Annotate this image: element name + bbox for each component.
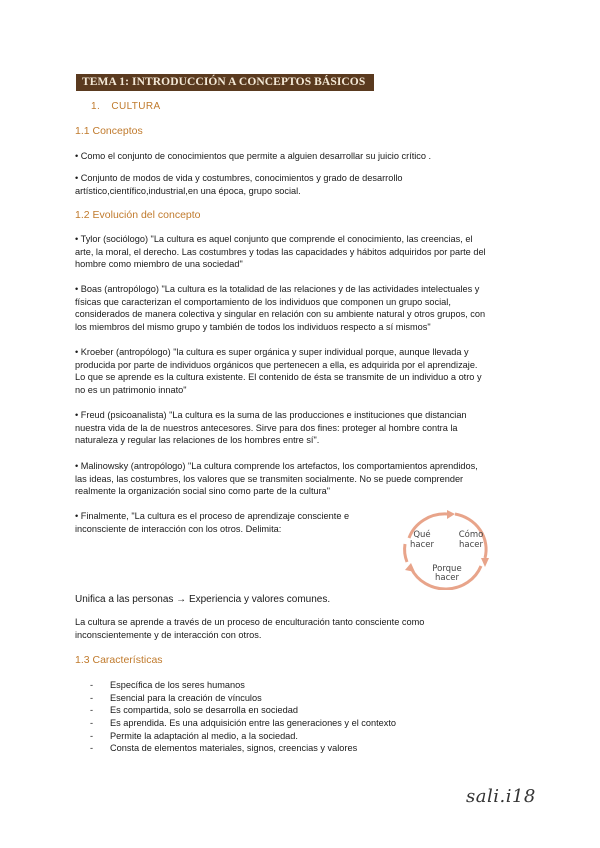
text-line: hombre como miembro de una sociedad" (75, 259, 243, 270)
concepto-2 (75, 172, 535, 197)
label-como-hacer: hacer (459, 540, 483, 550)
paragraph-kroeber (75, 346, 545, 397)
list-dash: - (90, 718, 94, 729)
section-title: CULTURA (111, 101, 161, 112)
text-line: no es un patrimonio innato" (75, 385, 187, 396)
text-line: físicas que caracterizan el comportamiento de los individuos que componen un grupo social, (75, 296, 451, 307)
text-line: producida por parte de individuos orgánicos que pertenecen a ella, es adquirida por el aprendizaje. (75, 359, 478, 370)
page-title: TEMA 1: INTRODUCCIÓN A CONCEPTOS BÁSICOS (76, 74, 374, 91)
cycle-arrowhead (447, 510, 455, 519)
text-line: Lo que se aprende es la cultura existente. El contenido de ésta se transmite de un individuo a otro y (75, 372, 482, 383)
text-line: • Finalmente, "La cultura es el proceso de aprendizaje consciente e (75, 511, 350, 521)
paragraph-tylor (75, 233, 545, 271)
cycle-arrowhead (481, 558, 489, 567)
list-dash: - (90, 680, 94, 690)
list-item-text: Consta de elementos materiales, signos, creencias y valores (110, 743, 358, 754)
concepto-1-line: • Como el conjunto de conocimientos que permite a alguien desarrollar su juicio crítico . (75, 151, 432, 161)
list-item (90, 679, 396, 692)
text-line: las ideas, las costumbres, los valores que se transmiten socialmente. No se puede comprender (75, 473, 464, 484)
text-line: La cultura se aprende a través de un proceso de enculturación tanto consciente como (75, 617, 425, 627)
list-item-text: Específica de los seres humanos (110, 680, 245, 690)
label-porque-hacer: hacer (435, 573, 459, 583)
heading-conceptos: 1.1 Conceptos (75, 125, 143, 137)
list-item (90, 704, 396, 717)
text-line: realmente la organización social sino como parte de la cultura" (75, 486, 331, 497)
text-line: considerados de manera colectiva y singular en relación con su ambiente natural y otros grupos, con (75, 309, 486, 320)
text-line: arte, la moral, el derecho. Las costumbres y todas las capacidades y hábitos adquiridos por parte del (75, 246, 486, 257)
label-que-hacer: hacer (410, 540, 434, 550)
label-porque-hacer: Porque (432, 564, 462, 574)
list-item-text: Es compartida, solo se desarrolla en sociedad (110, 705, 298, 716)
concepto-1 (75, 150, 535, 163)
heading-evolucion: 1.2 Evolución del concepto (75, 209, 201, 221)
unifica-line: Unifica a las personas → Experiencia y valores comunes. (75, 594, 331, 605)
paragraph-enculturacion (75, 616, 545, 641)
signature: sali.i18 (466, 786, 536, 807)
text-line: • Freud (psicoanalista) "La cultura es la suma de las producciones e instituciones que distancian (75, 410, 467, 420)
text-line: • Malinowsky (antropólogo) "La cultura comprende los artefactos, los comportamientos aprendidos, (75, 461, 478, 471)
text-line: • Kroeber (antropólogo) "la cultura es super orgánica y super individual porque, aunque llevada y (75, 347, 469, 357)
list-dash: - (90, 692, 94, 703)
section-number: 1. (91, 101, 101, 112)
list-dash: - (90, 743, 94, 754)
label-que-hacer: Qué (413, 530, 431, 540)
list-item-text: Permite la adaptación al medio, a la sociedad. (110, 730, 298, 741)
list-dash: - (90, 705, 94, 716)
cycle-arc-left (405, 544, 407, 562)
cycle-diagram (385, 510, 515, 590)
concepto-2-line: artístico,científico,industrial,en una época, grupo social. (75, 185, 301, 196)
text-line: nuestra vida de la de nuestros antecesores. Sirve para dos fines: proteger al hombre contra la (75, 422, 458, 433)
paragraph-boas (75, 283, 545, 334)
caracteristicas-list (90, 679, 396, 755)
cycle-arrowhead (405, 563, 415, 572)
section-heading (91, 101, 161, 112)
paragraph-malinowsky (75, 460, 545, 498)
list-item-text: Es aprendida. Es una adquisición entre las generaciones y el contexto (110, 718, 397, 729)
cycle-diagram-graphic (385, 510, 515, 590)
list-item (90, 742, 396, 755)
text-line: naturaleza y regular las relaciones de los hombres entre sí". (75, 435, 320, 446)
paragraph-finalmente (75, 510, 385, 535)
concepto-2-line: • Conjunto de modos de vida y costumbres, conocimientos y grado de desarrollo (75, 173, 403, 183)
paragraph-freud (75, 409, 545, 447)
list-item (90, 717, 396, 730)
heading-caracteristicas: 1.3 Características (75, 654, 163, 666)
text-line: los miembros del mismo grupo y también de todos los individuos respecto a sí mismos" (75, 322, 431, 333)
list-item (90, 730, 396, 743)
text-line: inconscientemente y de interacción con otros. (75, 629, 262, 640)
text-line: • Boas (antropólogo) "La cultura es la totalidad de las relaciones y de las actividades intelectuales y (75, 284, 480, 294)
label-como-hacer: Cómo (458, 530, 484, 540)
list-item-text: Esencial para la creación de vínculos (110, 692, 262, 703)
text-line: inconsciente de interacción con los otros. Delimita: (75, 523, 282, 534)
list-dash: - (90, 730, 94, 741)
list-item (90, 692, 396, 705)
text-line: • Tylor (sociólogo) "La cultura es aquel conjunto que comprende el conocimiento, las creencias, el (75, 234, 473, 244)
